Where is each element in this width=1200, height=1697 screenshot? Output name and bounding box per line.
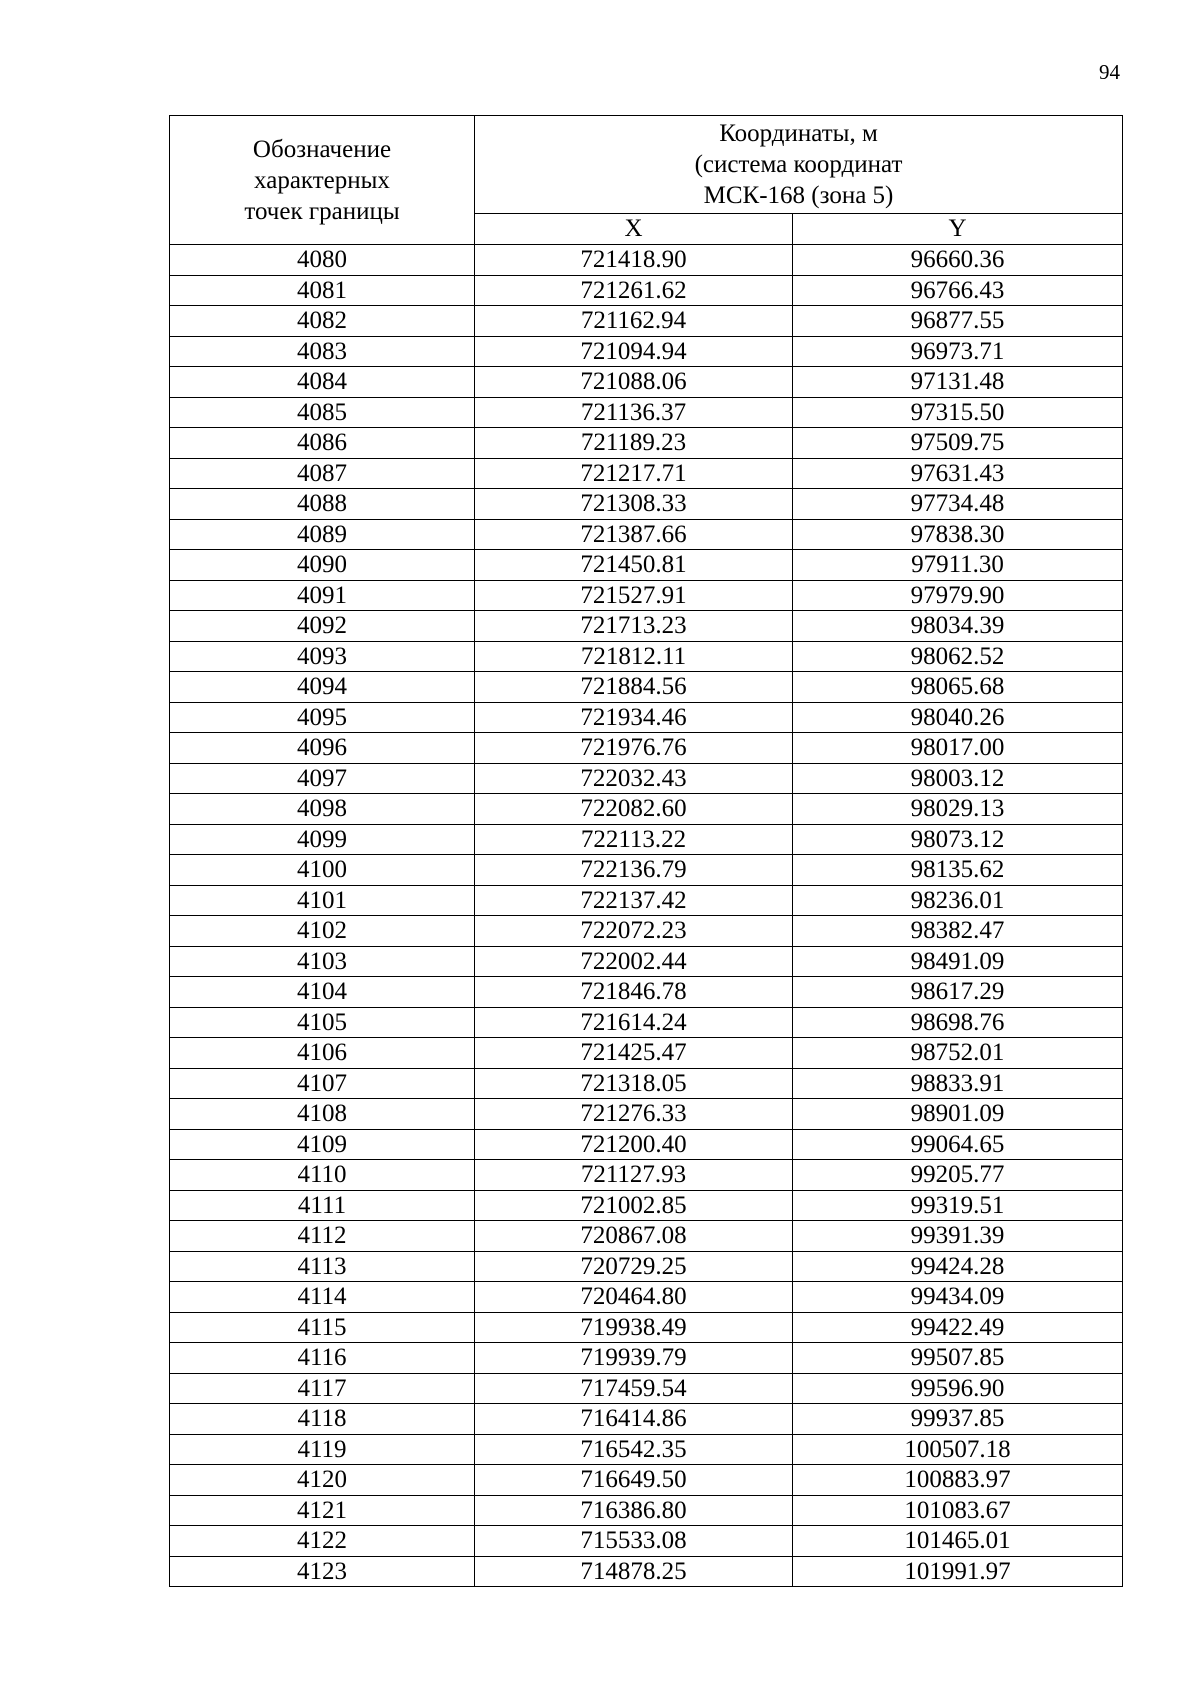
point-cell: 4119 (170, 1434, 475, 1465)
y-coordinate-cell: 98135.62 (793, 855, 1123, 886)
y-coordinate-cell: 98901.09 (793, 1099, 1123, 1130)
table-body (170, 245, 1123, 1587)
point-cell: 4118 (170, 1404, 475, 1435)
table-row (170, 1526, 1123, 1557)
point-cell: 4116 (170, 1343, 475, 1374)
x-coordinate-cell: 721002.85 (475, 1190, 793, 1221)
x-coordinate-cell: 721976.76 (475, 733, 793, 764)
header-row (170, 116, 1123, 214)
point-cell: 4084 (170, 367, 475, 398)
point-cell: 4122 (170, 1526, 475, 1557)
point-designation-line: точек границы (244, 197, 400, 225)
coordinates-header-line: Координаты, м (719, 120, 878, 147)
table-row (170, 1007, 1123, 1038)
point-cell: 4085 (170, 397, 475, 428)
point-cell: 4107 (170, 1068, 475, 1099)
table-row (170, 489, 1123, 520)
table-row (170, 1251, 1123, 1282)
x-coordinate-cell: 716649.50 (475, 1465, 793, 1496)
y-coordinate-cell: 99064.65 (793, 1129, 1123, 1160)
table-row (170, 550, 1123, 581)
table-row (170, 1343, 1123, 1374)
table-row (170, 916, 1123, 947)
x-coordinate-cell: 721308.33 (475, 489, 793, 520)
y-coordinate-cell: 97631.43 (793, 458, 1123, 489)
table-row (170, 367, 1123, 398)
point-designation-line: Обозначение (252, 135, 392, 163)
point-cell: 4081 (170, 275, 475, 306)
y-coordinate-cell: 101991.97 (793, 1556, 1123, 1587)
y-coordinate-cell: 99391.39 (793, 1221, 1123, 1252)
table-row (170, 306, 1123, 337)
point-designation-line: характерных (254, 166, 390, 194)
y-coordinate-cell: 98062.52 (793, 641, 1123, 672)
y-coordinate-cell: 97911.30 (793, 550, 1123, 581)
table-row (170, 458, 1123, 489)
table-row (170, 794, 1123, 825)
x-coordinate-cell: 721261.62 (475, 275, 793, 306)
table-row (170, 1190, 1123, 1221)
table-row (170, 397, 1123, 428)
y-column-header: Y (793, 214, 1123, 245)
table-header (170, 116, 1123, 245)
table-row (170, 1312, 1123, 1343)
point-cell: 4097 (170, 763, 475, 794)
x-column-header: X (475, 214, 793, 245)
x-coordinate-cell: 721425.47 (475, 1038, 793, 1069)
x-coordinate-cell: 719938.49 (475, 1312, 793, 1343)
table-row (170, 1434, 1123, 1465)
point-cell: 4110 (170, 1160, 475, 1191)
table-row (170, 1556, 1123, 1587)
y-coordinate-cell: 97734.48 (793, 489, 1123, 520)
y-coordinate-cell: 101083.67 (793, 1495, 1123, 1526)
y-coordinate-cell: 99596.90 (793, 1373, 1123, 1404)
table-row (170, 611, 1123, 642)
y-coordinate-cell: 98382.47 (793, 916, 1123, 947)
coordinates-header-line: (система координат (694, 151, 903, 178)
table-row (170, 702, 1123, 733)
point-cell: 4115 (170, 1312, 475, 1343)
y-coordinate-cell: 100883.97 (793, 1465, 1123, 1496)
point-cell: 4087 (170, 458, 475, 489)
x-coordinate-cell: 720729.25 (475, 1251, 793, 1282)
table-row (170, 1129, 1123, 1160)
point-cell: 4083 (170, 336, 475, 367)
table-row (170, 977, 1123, 1008)
point-cell: 4095 (170, 702, 475, 733)
x-coordinate-cell: 721614.24 (475, 1007, 793, 1038)
table-row (170, 519, 1123, 550)
x-coordinate-cell: 722137.42 (475, 885, 793, 916)
point-cell: 4088 (170, 489, 475, 520)
x-coordinate-cell: 721846.78 (475, 977, 793, 1008)
point-cell: 4121 (170, 1495, 475, 1526)
y-coordinate-cell: 96660.36 (793, 245, 1123, 276)
x-coordinate-cell: 721450.81 (475, 550, 793, 581)
x-coordinate-cell: 720464.80 (475, 1282, 793, 1313)
point-cell: 4092 (170, 611, 475, 642)
point-cell: 4090 (170, 550, 475, 581)
x-coordinate-cell: 721418.90 (475, 245, 793, 276)
y-coordinate-cell: 98040.26 (793, 702, 1123, 733)
point-cell: 4114 (170, 1282, 475, 1313)
x-coordinate-cell: 719939.79 (475, 1343, 793, 1374)
table-row (170, 1038, 1123, 1069)
y-coordinate-cell: 97509.75 (793, 428, 1123, 459)
y-coordinate-cell: 97315.50 (793, 397, 1123, 428)
table-row (170, 1465, 1123, 1496)
table-row (170, 1373, 1123, 1404)
point-cell: 4080 (170, 245, 475, 276)
table-row (170, 1282, 1123, 1313)
table-row (170, 245, 1123, 276)
table-row (170, 1160, 1123, 1191)
point-cell: 4106 (170, 1038, 475, 1069)
y-coordinate-cell: 98034.39 (793, 611, 1123, 642)
y-coordinate-cell: 96973.71 (793, 336, 1123, 367)
coordinates-header (475, 116, 1123, 214)
point-cell: 4108 (170, 1099, 475, 1130)
point-cell: 4102 (170, 916, 475, 947)
point-designation-header (170, 116, 475, 245)
x-coordinate-cell: 721884.56 (475, 672, 793, 703)
x-coordinate-cell: 721387.66 (475, 519, 793, 550)
y-coordinate-cell: 98491.09 (793, 946, 1123, 977)
table-row (170, 1221, 1123, 1252)
table-row (170, 641, 1123, 672)
point-cell: 4086 (170, 428, 475, 459)
x-coordinate-cell: 721127.93 (475, 1160, 793, 1191)
point-cell: 4111 (170, 1190, 475, 1221)
coordinates-header-line: МСК-168 (зона 5) (703, 182, 894, 209)
x-coordinate-cell: 721136.37 (475, 397, 793, 428)
y-coordinate-cell: 98236.01 (793, 885, 1123, 916)
x-coordinate-cell: 721200.40 (475, 1129, 793, 1160)
x-coordinate-cell: 722113.22 (475, 824, 793, 855)
y-coordinate-cell: 96877.55 (793, 306, 1123, 337)
point-cell: 4117 (170, 1373, 475, 1404)
y-coordinate-cell: 100507.18 (793, 1434, 1123, 1465)
y-coordinate-cell: 97838.30 (793, 519, 1123, 550)
point-cell: 4105 (170, 1007, 475, 1038)
point-cell: 4120 (170, 1465, 475, 1496)
table-row (170, 763, 1123, 794)
x-coordinate-cell: 721162.94 (475, 306, 793, 337)
point-cell: 4101 (170, 885, 475, 916)
x-coordinate-cell: 721276.33 (475, 1099, 793, 1130)
table-row (170, 336, 1123, 367)
x-coordinate-cell: 721934.46 (475, 702, 793, 733)
y-coordinate-cell: 99507.85 (793, 1343, 1123, 1374)
table-row (170, 824, 1123, 855)
x-coordinate-cell: 721094.94 (475, 336, 793, 367)
x-coordinate-cell: 721189.23 (475, 428, 793, 459)
y-coordinate-cell: 99422.49 (793, 1312, 1123, 1343)
y-coordinate-cell: 99205.77 (793, 1160, 1123, 1191)
point-cell: 4112 (170, 1221, 475, 1252)
x-coordinate-cell: 722136.79 (475, 855, 793, 886)
y-coordinate-cell: 98003.12 (793, 763, 1123, 794)
x-coordinate-cell: 721088.06 (475, 367, 793, 398)
point-cell: 4099 (170, 824, 475, 855)
x-coordinate-cell: 722002.44 (475, 946, 793, 977)
y-coordinate-cell: 97979.90 (793, 580, 1123, 611)
table-row (170, 580, 1123, 611)
point-cell: 4104 (170, 977, 475, 1008)
y-coordinate-cell: 99424.28 (793, 1251, 1123, 1282)
y-coordinate-cell: 98752.01 (793, 1038, 1123, 1069)
y-coordinate-cell: 96766.43 (793, 275, 1123, 306)
x-coordinate-cell: 720867.08 (475, 1221, 793, 1252)
x-coordinate-cell: 722032.43 (475, 763, 793, 794)
x-coordinate-cell: 721812.11 (475, 641, 793, 672)
table-row (170, 275, 1123, 306)
point-cell: 4098 (170, 794, 475, 825)
point-cell: 4082 (170, 306, 475, 337)
point-cell: 4091 (170, 580, 475, 611)
point-cell: 4123 (170, 1556, 475, 1587)
point-cell: 4096 (170, 733, 475, 764)
coordinates-table (169, 115, 1123, 1587)
y-coordinate-cell: 97131.48 (793, 367, 1123, 398)
table-row (170, 1099, 1123, 1130)
x-coordinate-cell: 716386.80 (475, 1495, 793, 1526)
point-cell: 4100 (170, 855, 475, 886)
table-row (170, 428, 1123, 459)
x-coordinate-cell: 721713.23 (475, 611, 793, 642)
y-coordinate-cell: 99319.51 (793, 1190, 1123, 1221)
x-coordinate-cell: 721217.71 (475, 458, 793, 489)
x-coordinate-cell: 721527.91 (475, 580, 793, 611)
y-coordinate-cell: 98065.68 (793, 672, 1123, 703)
table-row (170, 1404, 1123, 1435)
table-row (170, 946, 1123, 977)
point-cell: 4113 (170, 1251, 475, 1282)
table-row (170, 885, 1123, 916)
x-coordinate-cell: 715533.08 (475, 1526, 793, 1557)
y-coordinate-cell: 99937.85 (793, 1404, 1123, 1435)
table-row (170, 1068, 1123, 1099)
y-coordinate-cell: 98029.13 (793, 794, 1123, 825)
y-coordinate-cell: 98617.29 (793, 977, 1123, 1008)
table-row (170, 1495, 1123, 1526)
x-coordinate-cell: 714878.25 (475, 1556, 793, 1587)
x-coordinate-cell: 722082.60 (475, 794, 793, 825)
x-coordinate-cell: 716542.35 (475, 1434, 793, 1465)
point-cell: 4089 (170, 519, 475, 550)
x-coordinate-cell: 721318.05 (475, 1068, 793, 1099)
y-coordinate-cell: 98833.91 (793, 1068, 1123, 1099)
x-coordinate-cell: 722072.23 (475, 916, 793, 947)
x-coordinate-cell: 716414.86 (475, 1404, 793, 1435)
point-cell: 4094 (170, 672, 475, 703)
point-cell: 4103 (170, 946, 475, 977)
point-cell: 4109 (170, 1129, 475, 1160)
point-cell: 4093 (170, 641, 475, 672)
page-number: 94 (1099, 60, 1120, 84)
y-coordinate-cell: 101465.01 (793, 1526, 1123, 1557)
table-row (170, 672, 1123, 703)
table-row (170, 855, 1123, 886)
table-row (170, 733, 1123, 764)
x-coordinate-cell: 717459.54 (475, 1373, 793, 1404)
y-coordinate-cell: 98698.76 (793, 1007, 1123, 1038)
y-coordinate-cell: 98017.00 (793, 733, 1123, 764)
y-coordinate-cell: 98073.12 (793, 824, 1123, 855)
y-coordinate-cell: 99434.09 (793, 1282, 1123, 1313)
